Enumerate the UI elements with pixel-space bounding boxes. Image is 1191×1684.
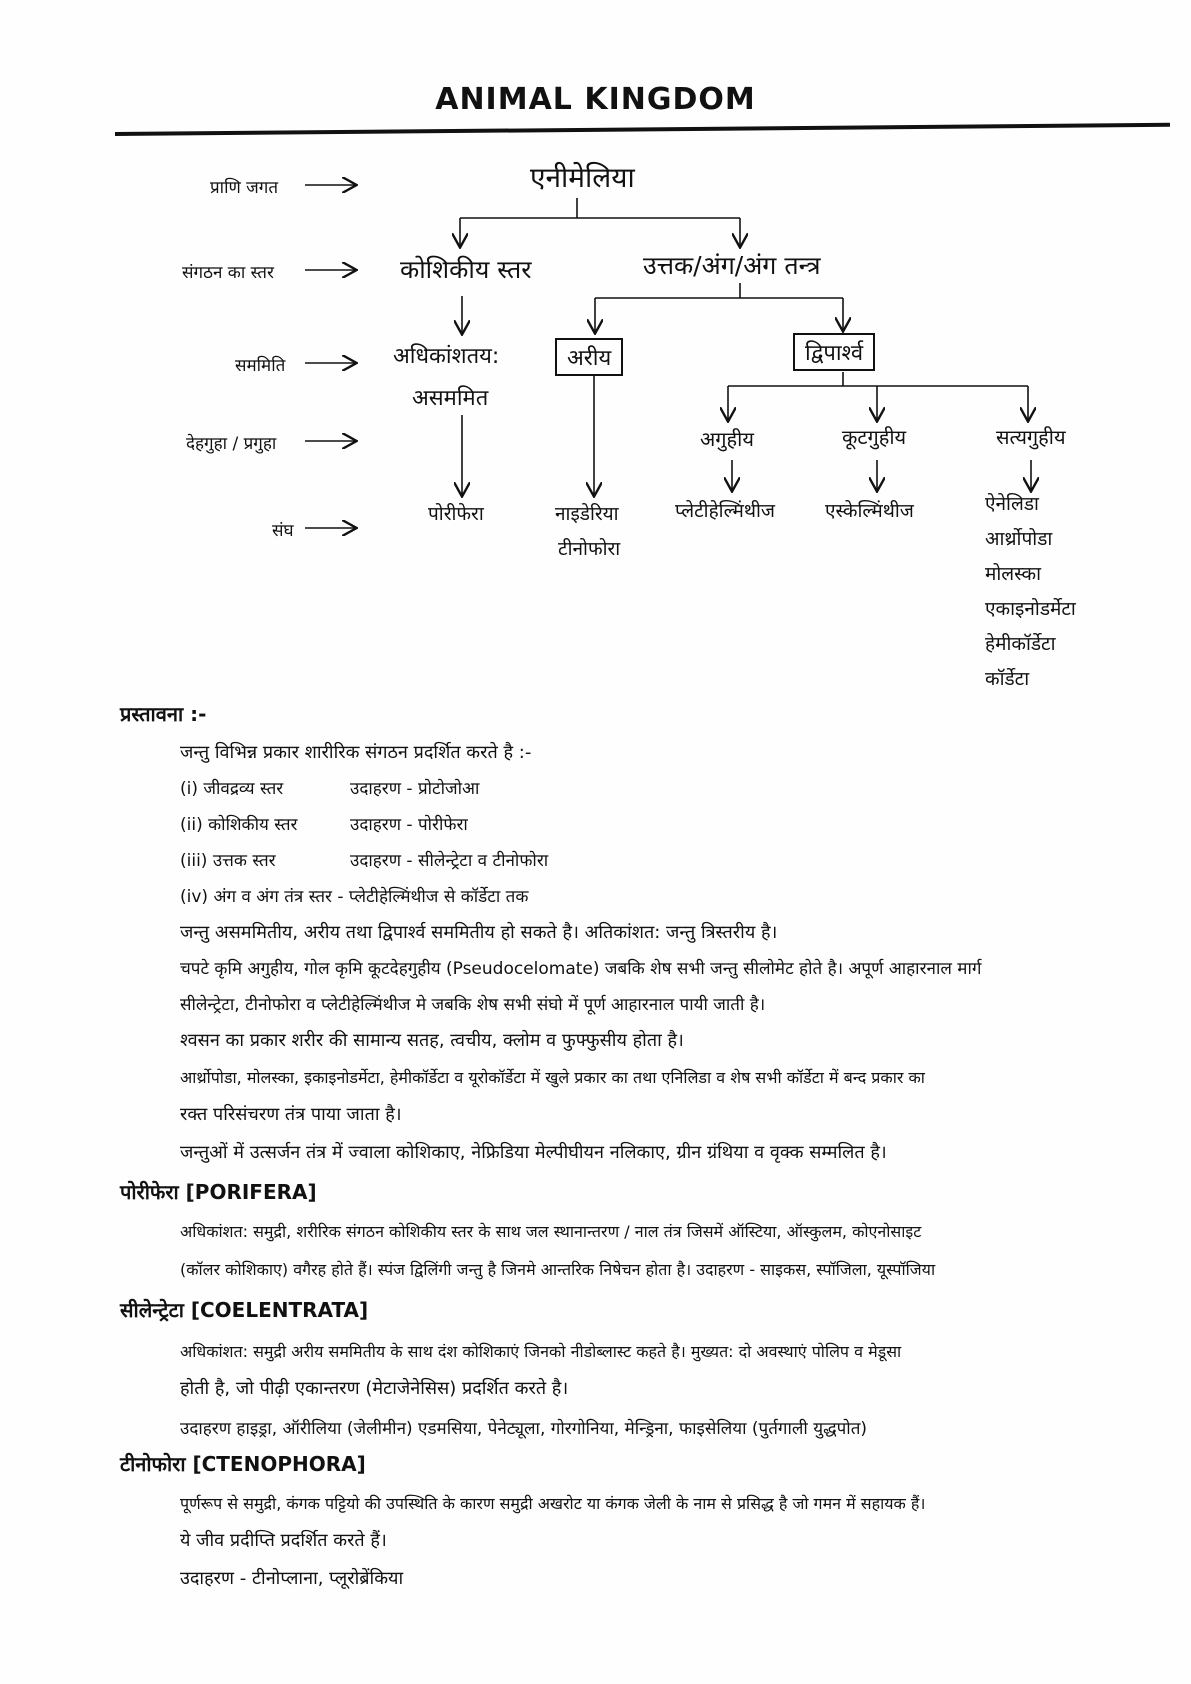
intro-item-2-example: उदाहरण - पोरीफेरा bbox=[350, 815, 468, 835]
intro-para4a: आर्थ्रोपोडा, मोलस्का, इकाइनोडर्मेटा, हेमीकॉर्डेटा व यूरोकॉर्डेटा में खुले प्रकार का तथा एनिलिडा व शेष सभी कॉर्डेटा में बन्द प्रकार का bbox=[180, 1068, 925, 1087]
intro-para1: जन्तु असममितीय, अरीय तथा द्विपार्श्व सममितीय हो सकते है। अतिकांशत: जन्तु त्रिस्तरीय है। bbox=[180, 922, 778, 943]
node-animalia: एनीमेलिया bbox=[530, 161, 635, 194]
level-kingdom: प्राणि जगत bbox=[210, 178, 279, 198]
ctenophora-heading: टीनोफोरा [CTENOPHORA] bbox=[120, 1452, 366, 1476]
level-symmetry: सममिति bbox=[235, 356, 286, 376]
intro-para3: श्वसन का प्रकार शरीर की सामान्य सतह, त्वचीय, क्लोम व फुफ्फुसीय होता है। bbox=[180, 1030, 684, 1051]
ctenophora-line3: उदाहरण - टीनोप्लाना, प्लूरोब्रेंकिया bbox=[180, 1568, 404, 1589]
intro-para5: जन्तुओं में उत्सर्जन तंत्र में ज्वाला कोशिकाए, नेफ्रिडिया मेल्पीघीयन नलिकाए, ग्रीन ग्रंथिया व वृक्क सम्मलित है। bbox=[180, 1142, 887, 1163]
intro-para2b: सीलेन्ट्रेटा, टीनोफोरा व प्लेटीहेल्मिंथीज मे जबकि शेष सभी संघो में पूर्ण आहारनाल पायी जाती है। bbox=[180, 995, 766, 1015]
node-bilateral: द्विपार्श्व bbox=[793, 333, 875, 371]
coelentrata-line1: अधिकांशत: समुद्री अरीय सममितीय के साथ दंश कोशिकाएं जिनको नीडोब्लास्ट कहते है। मुख्यत: दो अवस्थाएं पोलिप व मेडूसा bbox=[180, 1342, 902, 1361]
intro-item-4: (iv) अंग व अंग तंत्र स्तर - प्लेटीहेल्मिंथीज से कॉर्डेटा तक bbox=[180, 887, 529, 907]
phylum-hemichordata: हेमीकॉर्डेटा bbox=[985, 633, 1056, 655]
porifera-line2: (कॉलर कोशिकाए) वगैरह होते हैं। स्पंज द्विलिंगी जन्तु है जिनमे आन्तरिक निषेचन होता है। उदाहरण - साइकस, स्पॉजिला, यूस्पॉजिया bbox=[180, 1260, 936, 1279]
page-title: ANIMAL KINGDOM bbox=[435, 82, 756, 117]
ctenophora-line2: ये जीव प्रदीप्ति प्रदर्शित करते हैं। bbox=[180, 1530, 387, 1551]
node-pseudocoelomate: कूटगुहीय bbox=[842, 425, 907, 449]
intro-item-1-example: उदाहरण - प्रोटोजोआ bbox=[350, 779, 480, 799]
level-phylum: संघ bbox=[272, 521, 294, 541]
node-tissue-level: उत्तक/अंग/अंग तन्त्र bbox=[643, 251, 821, 280]
intro-heading: प्रस्तावना :- bbox=[120, 702, 207, 726]
coelentrata-line3: उदाहरण हाइड्रा, ऑरीलिया (जेलीमीन) एडमसिया, पेनेट्यूला, गोरगोनिया, मेन्ड्रिना, फाइसेलिया (पुर्तगाली युद्धपोत) bbox=[180, 1419, 868, 1439]
phylum-echinodermata: एकाइनोडर्मेटा bbox=[985, 598, 1076, 620]
phylum-arthropoda: आर्थ्रोपोडा bbox=[985, 528, 1053, 550]
phylum-platyhelminthes: प्लेटीहेल्मिंथीज bbox=[675, 500, 776, 522]
phylum-chordata: कॉर्डेटा bbox=[985, 668, 1030, 690]
intro-item-3-example: उदाहरण - सीलेन्ट्रेटा व टीनोफोरा bbox=[350, 851, 549, 871]
intro-item-2-num: (ii) कोशिकीय स्तर bbox=[180, 815, 298, 835]
node-cellular-level: कोशिकीय स्तर bbox=[400, 255, 532, 284]
phylum-cnidaria: नाइडेरिया bbox=[555, 503, 619, 525]
level-organization: संगठन का स्तर bbox=[182, 263, 274, 283]
coelentrata-line2: होती है, जो पीढ़ी एकान्तरण (मेटाजेनेसिस) प्रदर्शित करते है। bbox=[180, 1378, 569, 1399]
coelentrata-heading: सीलेन्ट्रेटा [COELENTRATA] bbox=[120, 1298, 369, 1322]
level-coelom: देहगुहा / प्रगुहा bbox=[186, 434, 277, 454]
phylum-ctenophora: टीनोफोरा bbox=[558, 538, 621, 560]
phylum-annelida: ऐनेलिडा bbox=[985, 493, 1039, 515]
node-asymmetric: असममित bbox=[412, 386, 489, 411]
phylum-porifera: पोरीफेरा bbox=[428, 503, 484, 525]
phylum-mollusca: मोलस्का bbox=[985, 563, 1042, 585]
node-acoelomate: अगुहीय bbox=[700, 427, 754, 451]
porifera-heading: पोरीफेरा [PORIFERA] bbox=[120, 1180, 317, 1204]
intro-line1: जन्तु विभिन्न प्रकार शारीरिक संगठन प्रदर्शित करते है :- bbox=[180, 742, 532, 763]
intro-para4b: रक्त परिसंचरण तंत्र पाया जाता है। bbox=[180, 1104, 402, 1125]
porifera-line1: अधिकांशत: समुद्री, शरीरिक संगठन कोशिकीय स्तर के साथ जल स्थानान्तरण / नाल तंत्र जिसमें ऑस्टिया, ऑस्कुलम, कोएनोसाइट bbox=[180, 1222, 922, 1241]
intro-item-3-num: (iii) उत्तक स्तर bbox=[180, 851, 276, 871]
phylum-aschelminthes: एस्केल्मिंथीज bbox=[825, 500, 914, 522]
intro-para2a: चपटे कृमि अगुहीय, गोल कृमि कूटदेहगुहीय (Pseudocelomate) जबकि शेष सभी जन्तु सीलोमेट होते है। अपूर्ण आहारनाल मार्ग bbox=[180, 959, 982, 979]
node-mostly: अधिकांशतय: bbox=[393, 344, 500, 369]
node-coelomate: सत्यगुहीय bbox=[996, 425, 1066, 449]
ctenophora-line1: पूर्णरूप से समुद्री, कंगक पट्टियो की उपस्थिति के कारण समुद्री अखरोट या कंगक जेली के नाम से प्रसिद्ध है जो गमन में सहायक हैं। bbox=[180, 1494, 926, 1513]
node-radial: अरीय bbox=[555, 338, 623, 376]
intro-item-1-num: (i) जीवद्रव्य स्तर bbox=[180, 779, 284, 799]
